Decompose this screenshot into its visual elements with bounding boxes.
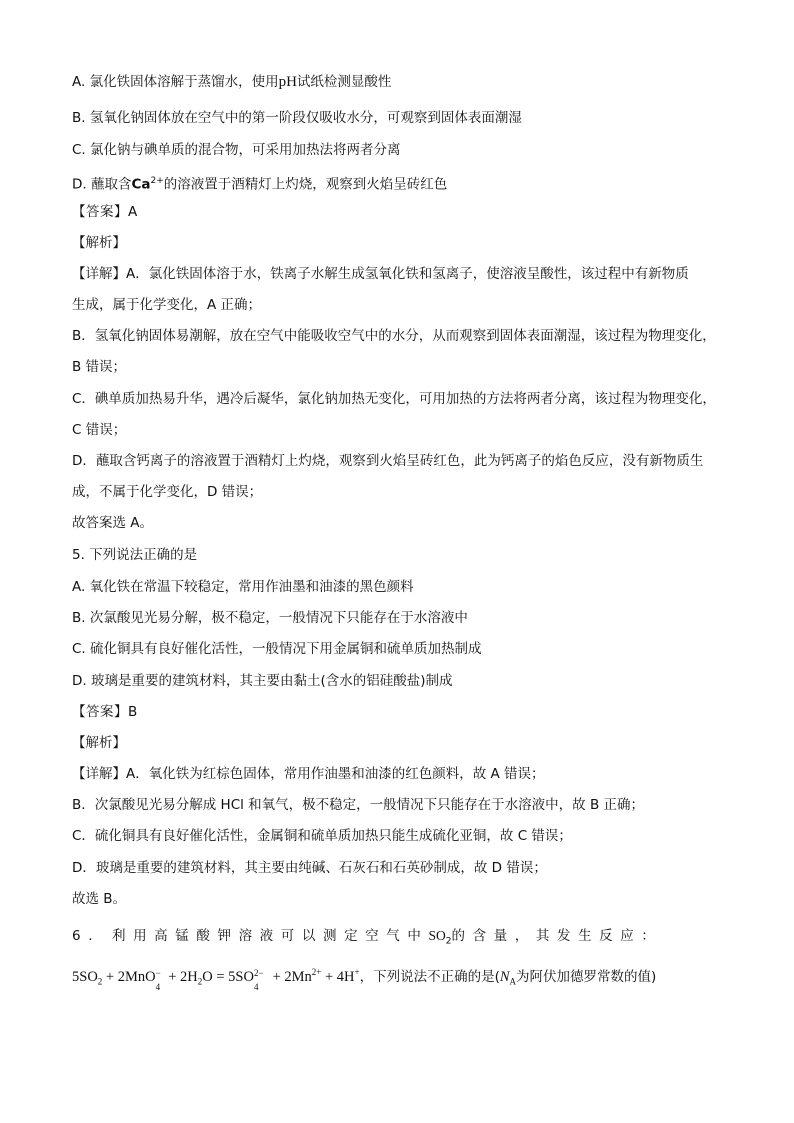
q5-detail-line: D．玻璃是重要的建筑材料，其主要由纯碱、石灰石和石英砂制成，故 D 错误； — [72, 860, 547, 876]
q4-detail-line: B 错误； — [72, 359, 127, 375]
q5-stem: 5. 下列说法正确的是 — [72, 547, 198, 563]
q5-answer: 【答案】B — [72, 704, 138, 720]
q4-answer: 【答案】A — [72, 204, 138, 220]
q4-option-b: B. 氢氧化钠固体放在空气中的第一阶段仅吸收水分，可观察到固体表面潮湿 — [72, 110, 522, 126]
q6-stem: 6. 利用高锰酸钾溶液可以测定空气中$SO_2$的含量，其发生反应： — [72, 928, 663, 947]
q4-analysis-label: 【解析】 — [72, 235, 126, 251]
q6-equation: $5SO_2 + 2MnO$ − 4 + $2H_2O = 5SO$ 2− 4 + $2Mn^{2+} + 4H^+$，下列说法不正确的是($N_A$为阿伏加德罗常数的值) — [72, 967, 657, 992]
q4-detail-line: 【详解】A．氯化铁固体溶于水，铁离子水解生成氢氧化铁和氢离子，使溶液呈酸性，该过程中有新物质 — [72, 266, 689, 282]
q5-option-d: D. 玻璃是重要的建筑材料，其主要由黏土(含水的铝硅酸盐)制成 — [72, 673, 453, 689]
q5-conclusion: 故选 B。 — [72, 891, 127, 907]
q5-detail-line: 【详解】A．氧化铁为红棕色固体，常用作油墨和油漆的红色颜料，故 A 错误； — [72, 766, 545, 782]
q5-detail-line: C．硫化铜具有良好催化活性，金属铜和硫单质加热只能生成硫化亚铜，故 C 错误； — [72, 828, 572, 844]
q5-option-a: A. 氧化铁在常温下较稳定，常用作油墨和油漆的黑色颜料 — [72, 579, 414, 595]
q4-detail-line: 成，不属于化学变化，D 错误； — [72, 484, 263, 500]
q4-option-c: C. 氯化钠与碘单质的混合物，可采用加热法将两者分离 — [72, 142, 401, 158]
q5-analysis-label: 【解析】 — [72, 735, 126, 751]
q4-conclusion: 故答案选 A。 — [72, 515, 154, 531]
q4-detail-line: 生成，属于化学变化，A 正确； — [72, 297, 262, 313]
q4-detail-line: D．蘸取含钙离子的溶液置于酒精灯上灼烧，观察到火焰呈砖红色，此为钙离子的焰色反应，没有新物质生 — [72, 453, 704, 469]
q4-detail-line: C．碘单质加热易升华，遇冷后凝华，氯化钠加热无变化，可用加热的方法将两者分离，该过程为物理变化， — [72, 391, 716, 407]
q4-option-a: A. 氯化铁固体溶解于蒸馏水，使用pH试纸检测显酸性 — [72, 74, 392, 90]
q5-detail-line: B．次氯酸见光易分解成 HCl 和氧气，极不稳定，一般情况下只能存在于水溶液中，故 B 正确； — [72, 797, 645, 813]
q5-option-c: C. 硫化铜具有良好催化活性，一般情况下用金属铜和硫单质加热制成 — [72, 641, 482, 657]
q5-option-b: B. 次氯酸见光易分解，极不稳定，一般情况下只能存在于水溶液中 — [72, 610, 468, 626]
q4-detail-line: B．氢氧化钠固体易潮解，放在空气中能吸收空气中的水分，从而观察到固体表面潮湿，该过程为物理变化， — [72, 328, 716, 344]
q4-detail-line: C 错误； — [72, 422, 127, 438]
q4-option-d: D. 蘸取含$Ca^{2+}$的溶液置于酒精灯上灼烧，观察到火焰呈砖红色 — [72, 176, 448, 193]
